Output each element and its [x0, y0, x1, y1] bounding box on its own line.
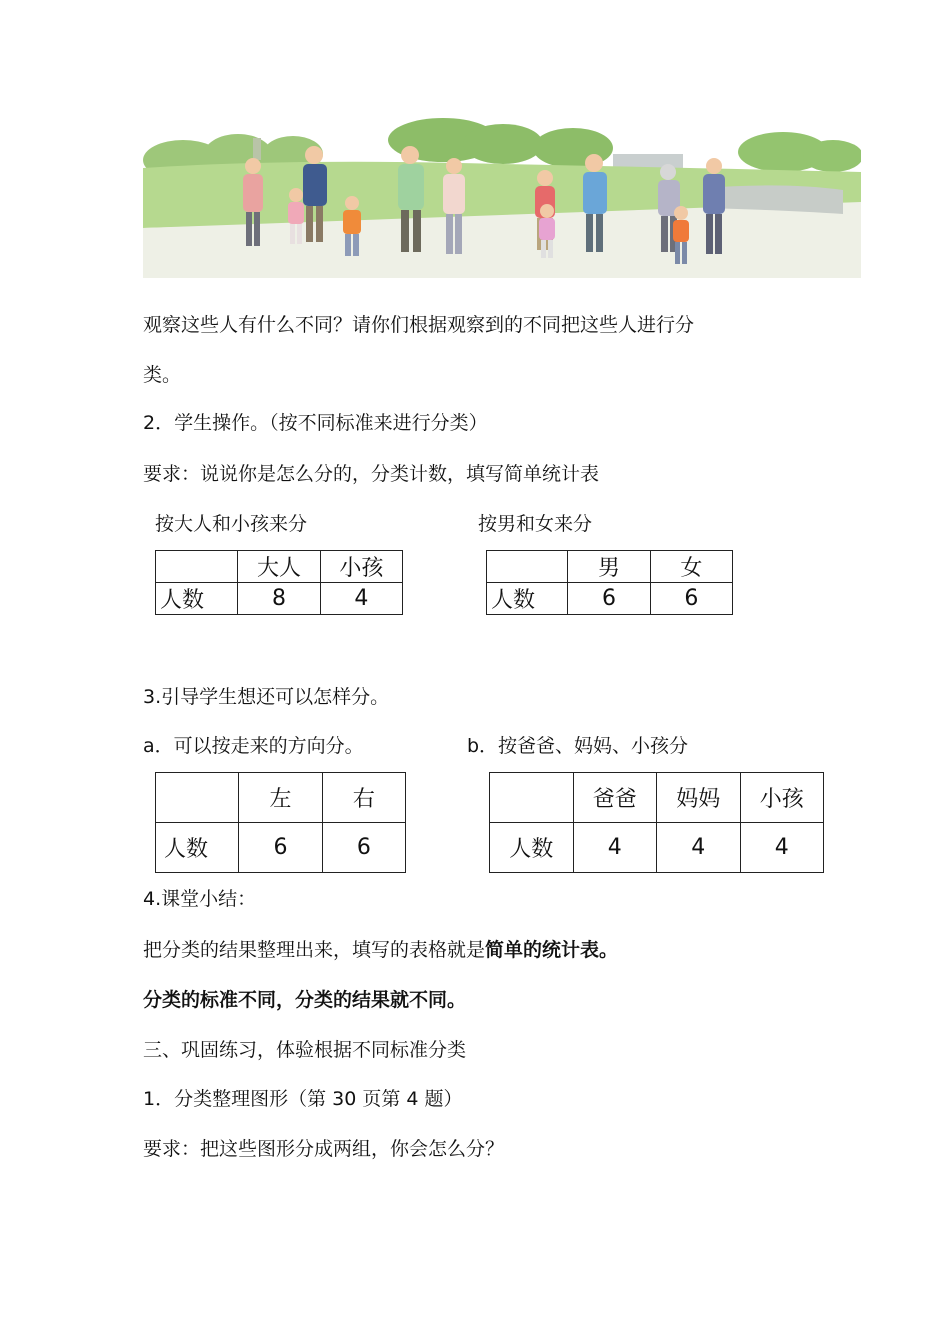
summary-emphasis: 简单的统计表。: [485, 939, 619, 961]
table-header-cell: 大人: [238, 551, 320, 583]
people-walking-illustration: [143, 118, 861, 278]
table-cell: 6: [322, 823, 405, 873]
table-row-label: 人数: [487, 583, 568, 615]
option-b: b．按爸爸、妈妈、小孩分: [467, 735, 689, 757]
summary-line-1: [143, 937, 618, 963]
paragraph-observe-line1: 观察这些人有什么不同？请你们根据观察到的不同把这些人进行分: [143, 314, 695, 336]
summary-line-2: 分类的标准不同，分类的结果就不同。: [143, 989, 467, 1011]
step-4-heading: 4.课堂小结：: [143, 888, 257, 910]
paragraph-observe-line2: 类。: [143, 364, 182, 386]
table-direction: [155, 772, 406, 873]
table-header-cell: 小孩: [740, 773, 824, 823]
requirement-2: 要求：把这些图形分成两组，你会怎么分？: [143, 1138, 505, 1160]
table-header-cell: 爸爸: [573, 773, 657, 823]
section-3-heading: 三、巩固练习，体验根据不同标准分类: [143, 1039, 467, 1061]
table-cell: 6: [568, 583, 650, 615]
table-cell: 8: [238, 583, 320, 615]
table-cell: 4: [573, 823, 657, 873]
table-adult-child-caption: 按大人和小孩来分: [155, 513, 308, 535]
step-2-heading: 2．学生操作。（按不同标准来进行分类）: [143, 412, 488, 434]
step-3-heading: 3.引导学生想还可以怎样分。: [143, 686, 390, 708]
table-gender: [486, 550, 733, 615]
table-header-cell: 左: [239, 773, 322, 823]
table-cell: 4: [320, 583, 402, 615]
table-cell: 4: [740, 823, 824, 873]
requirement-1: 要求：说说你是怎么分的，分类计数，填写简单统计表: [143, 463, 600, 485]
table-header-cell: [156, 551, 238, 583]
table-header-cell: [490, 773, 574, 823]
table-adult-child: [155, 550, 403, 615]
table-cell: 6: [239, 823, 322, 873]
table-header-cell: 男: [568, 551, 650, 583]
table-row-label: 人数: [490, 823, 574, 873]
table-row-label: 人数: [156, 823, 239, 873]
table-header-cell: [487, 551, 568, 583]
table-header-cell: 妈妈: [657, 773, 741, 823]
table-gender-caption: 按男和女来分: [478, 513, 593, 535]
table-header-cell: 女: [650, 551, 732, 583]
table-header-cell: 小孩: [320, 551, 402, 583]
summary-text: 把分类的结果整理出来，填写的表格就是: [143, 939, 486, 961]
table-header-cell: [156, 773, 239, 823]
table-row-label: 人数: [156, 583, 238, 615]
table-family: [489, 772, 824, 873]
table-cell: 4: [657, 823, 741, 873]
table-cell: 6: [650, 583, 732, 615]
exercise-1: 1．分类整理图形（第 30 页第 4 题）: [143, 1088, 463, 1110]
table-header-cell: 右: [322, 773, 405, 823]
option-a: a．可以按走来的方向分。: [143, 735, 364, 757]
